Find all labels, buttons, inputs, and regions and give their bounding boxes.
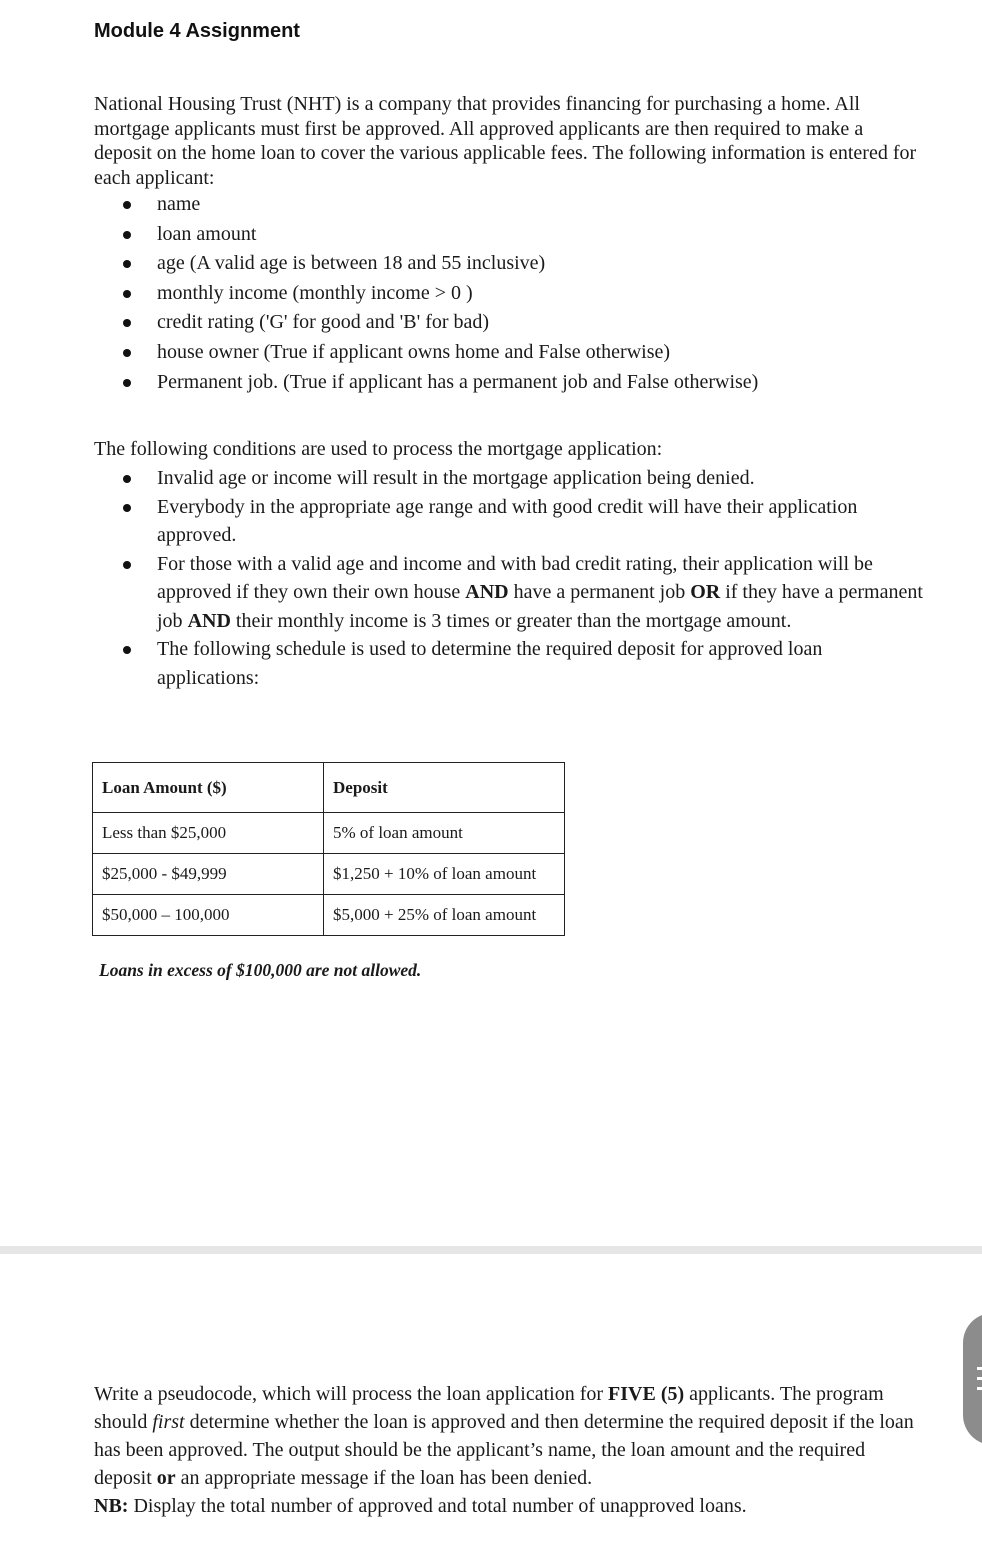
scroll-handle[interactable] bbox=[963, 1313, 982, 1445]
grip-line-icon bbox=[977, 1387, 982, 1390]
column-header-loan-amount: Loan Amount ($) bbox=[93, 763, 324, 813]
list-item: The following schedule is used to determine the required deposit for approved loan applications: bbox=[94, 635, 924, 692]
loan-limit-note: Loans in excess of $100,000 are not allowed. bbox=[99, 960, 422, 980]
conditions-intro: The following conditions are used to process the mortgage application: bbox=[94, 438, 663, 460]
bullet-icon bbox=[123, 504, 131, 512]
bullet-icon bbox=[123, 379, 131, 387]
applicant-fields-list bbox=[94, 191, 914, 398]
table-row bbox=[93, 813, 565, 854]
bullet-icon bbox=[123, 260, 131, 268]
grip-line-icon bbox=[977, 1377, 982, 1380]
list-item: Everybody in the appropriate age range and with good credit will have their application approved. bbox=[94, 493, 924, 550]
bullet-icon bbox=[123, 561, 131, 569]
list-item: For those with a valid age and income and with bad credit rating, their application will be approved if they own their own house AND have a permanent job OR if they have a permanent job AND their monthly income is 3 times or greater than the mortgage amount. bbox=[94, 550, 924, 636]
deposit-schedule-table bbox=[92, 762, 565, 936]
column-header-deposit: Deposit bbox=[324, 763, 565, 813]
page-divider bbox=[0, 1246, 982, 1254]
table-row bbox=[93, 854, 565, 895]
list-item: credit rating ('G' for good and 'B' for bad) bbox=[94, 309, 914, 339]
list-item: loan amount bbox=[94, 221, 914, 251]
bullet-icon bbox=[123, 475, 131, 483]
bullet-icon bbox=[123, 201, 131, 209]
bullet-icon bbox=[123, 231, 131, 239]
task-paragraph: Write a pseudocode, which will process the loan application for FIVE (5) applicants. The program should first determine whether the loan is approved and then determine the required deposit if the loan has been approved. The output should be the applicant’s name, the loan amount and the required deposit or an appropriate message if the loan has been denied. NB: Display the total number of approved and total number of unapproved loans. bbox=[94, 1383, 914, 1517]
table-cell: $50,000 – 100,000 bbox=[93, 895, 324, 936]
bullet-icon bbox=[123, 349, 131, 357]
table-cell: 5% of loan amount bbox=[324, 813, 565, 854]
grip-line-icon bbox=[977, 1367, 982, 1370]
table-row bbox=[93, 895, 565, 936]
conditions-list bbox=[94, 464, 924, 692]
list-item: monthly income (monthly income > 0 ) bbox=[94, 280, 914, 310]
table-cell: $5,000 + 25% of loan amount bbox=[324, 895, 565, 936]
table-cell: $1,250 + 10% of loan amount bbox=[324, 854, 565, 895]
list-item: Permanent job. (True if applicant has a permanent job and False otherwise) bbox=[94, 369, 914, 399]
table-cell: Less than $25,000 bbox=[93, 813, 324, 854]
bullet-icon bbox=[123, 319, 131, 327]
bullet-icon bbox=[123, 290, 131, 298]
list-item: name bbox=[94, 191, 914, 221]
intro-paragraph: National Housing Trust (NHT) is a company that provides financing for purchasing a home. All mortgage applicants must first be approved. All approved applicants are then required to make a deposit on the home loan to cover the various applicable fees. The following information is entered for each applicant: bbox=[94, 93, 917, 189]
table-header-row bbox=[93, 763, 565, 813]
page-title: Module 4 Assignment bbox=[94, 20, 300, 42]
list-item: Invalid age or income will result in the mortgage application being denied. bbox=[94, 464, 924, 493]
list-item: house owner (True if applicant owns home and False otherwise) bbox=[94, 339, 914, 369]
table-cell: $25,000 - $49,999 bbox=[93, 854, 324, 895]
bullet-icon bbox=[123, 646, 131, 654]
list-item: age (A valid age is between 18 and 55 inclusive) bbox=[94, 250, 914, 280]
